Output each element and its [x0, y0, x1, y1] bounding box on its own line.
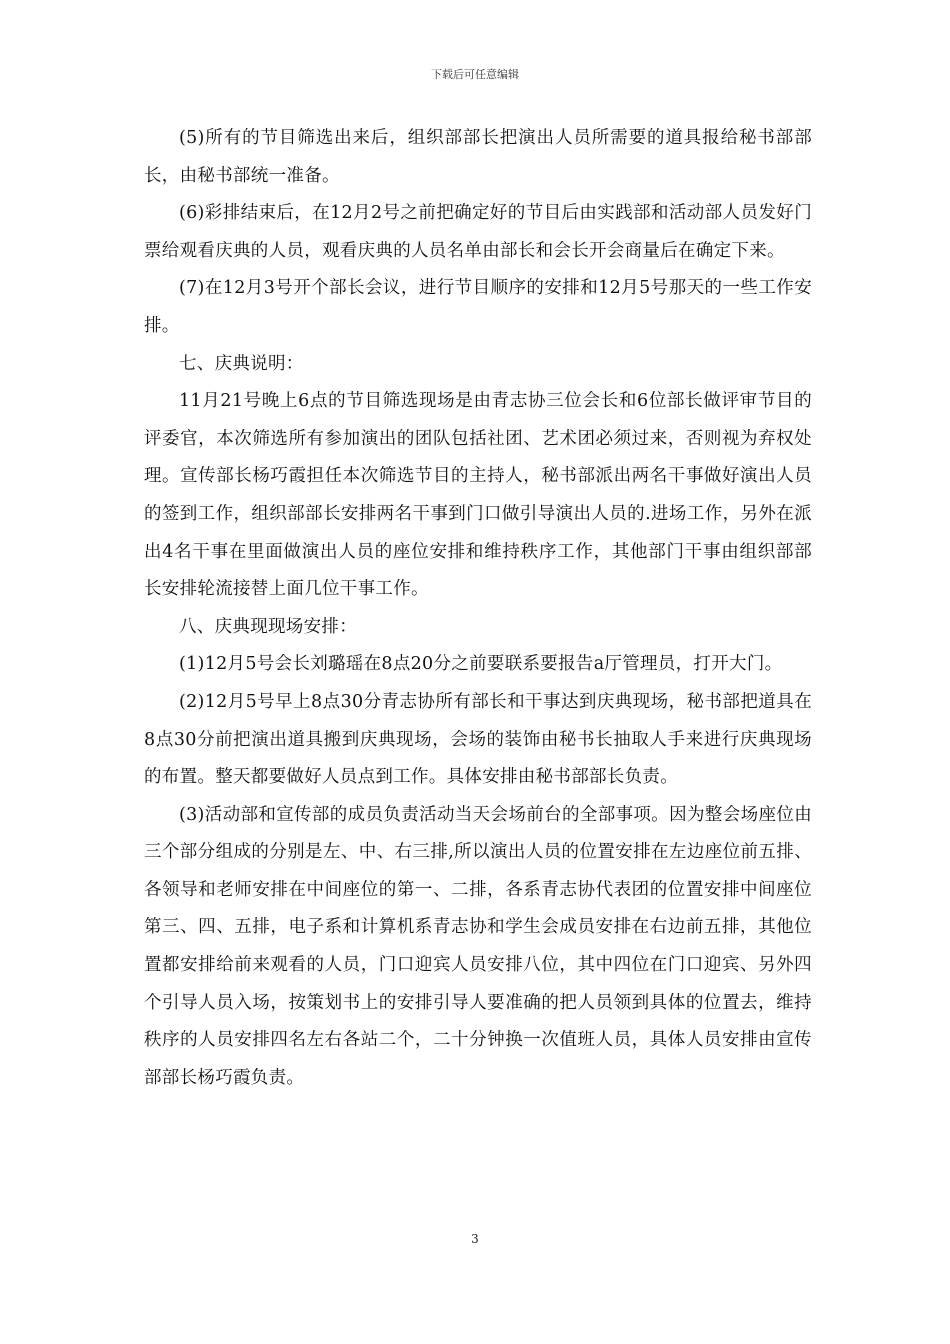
- paragraph-celebration-notes: 11月21号晚上6点的节目筛选现场是由青志协三位会长和6位部长做评审节目的评委官，本次筛选所有参加演出的团队包括社团、艺术团必须过来，否则视为弃权处理。宣传部长杨巧霞担任本次筛选节目的主持人，秘书部派出两名干事做好演出人员的签到工作，组织部部长安排两名干事到门口做引导演出人员的.进场工作，另外在派出4名干事在里面做演出人员的座位安排和维持秩序工作，其他部门干事由组织部部长安排轮流接替上面几位干事工作。: [144, 391, 812, 600]
- paragraph-item-6: (6)彩排结束后，在12月2号之前把确定好的节目后由实践部和活动部人员发好门票给观看庆典的人员，观看庆典的人员名单由部长和会长开会商量后在确定下来。: [144, 203, 812, 261]
- paragraph-onsite-1: (1)12月5号会长刘璐瑶在8点20分之前要联系要报告a厅管理员，打开大门。: [179, 654, 783, 675]
- paragraph-onsite-3: (3)活动部和宣传部的成员负责活动当天会场前台的全部事项。因为整会场座位由三个部分组成的分别是左、中、右三排,所以演出人员的位置安排在左边座位前五排、各领导和老师安排在中间座位的第一、二排，各系青志协代表团的位置安排中间座位第三、四、五排，电子系和计算机系青志协和学生会成员安排在右边前五排，其他位置都安排给前来观看的人员，门口迎宾人员安排八位，其中四位在门口迎宾、另外四个引导人员入场，按策划书上的安排引导人要准确的把人员领到具体的位置去，维持秩序的人员安排四名左右各站二个，二十分钟换一次值班人员，具体人员安排由宣传部部长杨巧霞负责。: [144, 804, 812, 1088]
- page-number: 3: [471, 1232, 479, 1246]
- paragraph-item-5: (5)所有的节目筛选出来后，组织部部长把演出人员所需要的道具报给秘书部部长，由秘书部统一准备。: [144, 128, 812, 186]
- section-heading-celebration-notes: 七、庆典说明：: [179, 353, 304, 374]
- paragraph-onsite-2: (2)12月5号早上8点30分青志协所有部长和干事达到庆典现场，秘书部把道具在8点30分前把演出道具搬到庆典现场，会场的装饰由秘书长抽取人手来进行庆典现场的布置。整天都要做好人员点到工作。具体安排由秘书部部长负责。: [144, 691, 812, 788]
- document-body: [144, 120, 812, 1097]
- page-header: 下载后可任意编辑: [431, 68, 519, 81]
- paragraph-item-7: (7)在12月3号开个部长会议，进行节目顺序的安排和12月5号那天的一些工作安排。: [144, 278, 812, 336]
- section-heading-onsite-arrangement: 八、庆典现现场安排：: [179, 616, 357, 637]
